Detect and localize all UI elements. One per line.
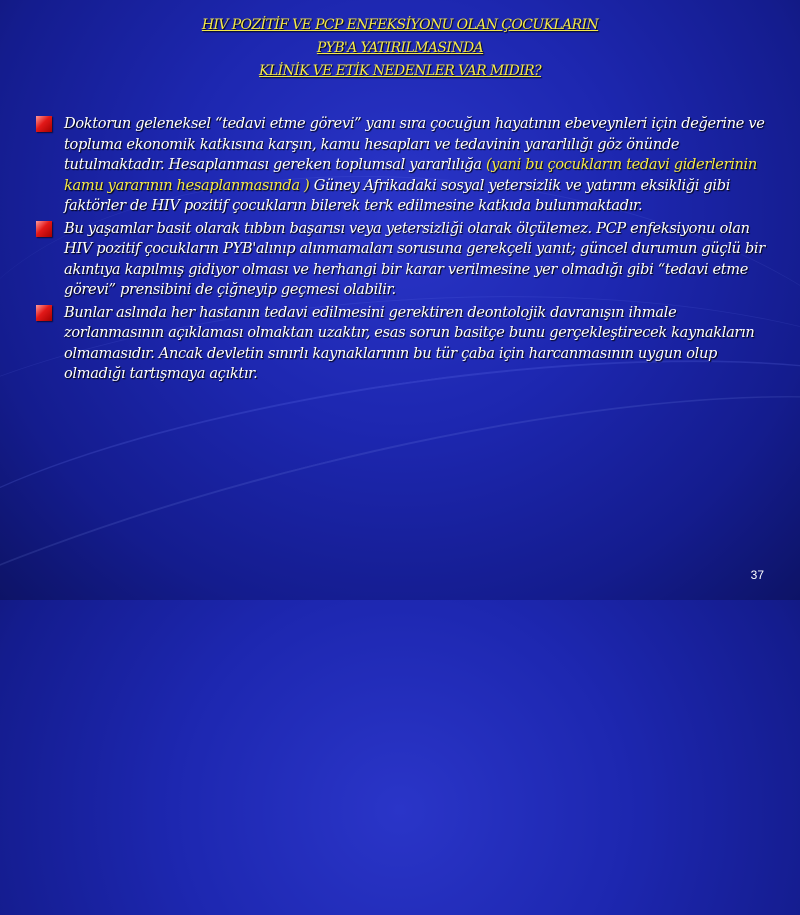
red-square-bullet-icon [36, 221, 52, 237]
red-square-bullet-icon [36, 116, 52, 132]
page-number: 37 [750, 568, 764, 582]
bullet-text-part: Doktorun geleneksel “tedavi etme görevi” yanı sıra çocuğun hayatının ebeveynleri için değerine ve topluma ekonomik katkısına karşın, kamu hesapları ve tedavinin yararlılığı göz önünde tutulmaktadır. Hesaplanması gereken toplumsal yararlılığa [64, 115, 765, 173]
red-square-bullet-icon [36, 305, 52, 321]
highlighted-text: (yani bu çocukların tedavi giderlerinin kamu yararının hesaplanmasında ) [64, 156, 757, 194]
bullet-item [36, 303, 766, 385]
bullet-list [36, 114, 766, 387]
slide-title-line: HIV POZİTİF VE PCP ENFEKSİYONU OLAN ÇOCUKLARIN [201, 17, 599, 33]
bullet-text: Bu yaşamlar basit olarak tıbbın başarısı veya yetersizliği olarak ölçülemez. PCP enfeksiyonu olan HIV pozitif çocukların PYB'alınıp alınmamaları sorusuna gerekçeli yanıt; güncel durumun güçlü bir akıntıya kapılmış gidiyor olması ve herhangi bir karar verilmesine yer olmadığı gibi “tedavi etme görevi” prensibini de çiğneyip geçmesi olabilir. [64, 219, 765, 298]
bullet-text [64, 114, 766, 217]
background-swoosh [0, 307, 800, 915]
bullet-item [36, 114, 766, 217]
bullet-text-part: Güney Afrikadaki sosyal yetersizlik ve yatırım eksikliği gibi faktörler de HIV pozitif çocukların bilerek terk edilmesine katkıda bulunmaktadır. [64, 176, 731, 214]
bullet-item [36, 219, 766, 301]
slide-title-line: PYB'A YATIRILMASINDA [316, 40, 484, 56]
slide-title [120, 14, 680, 83]
slide-title-line: KLİNİK VE ETİK NEDENLER VAR MIDIR? [259, 63, 541, 79]
bullet-text: Bunlar aslında her hastanın tedavi edilmesini gerektiren deontolojik davranışın ihmale zorlanmasının açıklaması olmaktan uzaktır, esas sorun basitçe bunu gerçekleştirecek kaynakların olmamasıdır. Ancak devletin sınırlı kaynaklarının bu tür çaba için harcanmasının uygun olup olmadığı tartışmaya açıktır. [64, 303, 755, 382]
